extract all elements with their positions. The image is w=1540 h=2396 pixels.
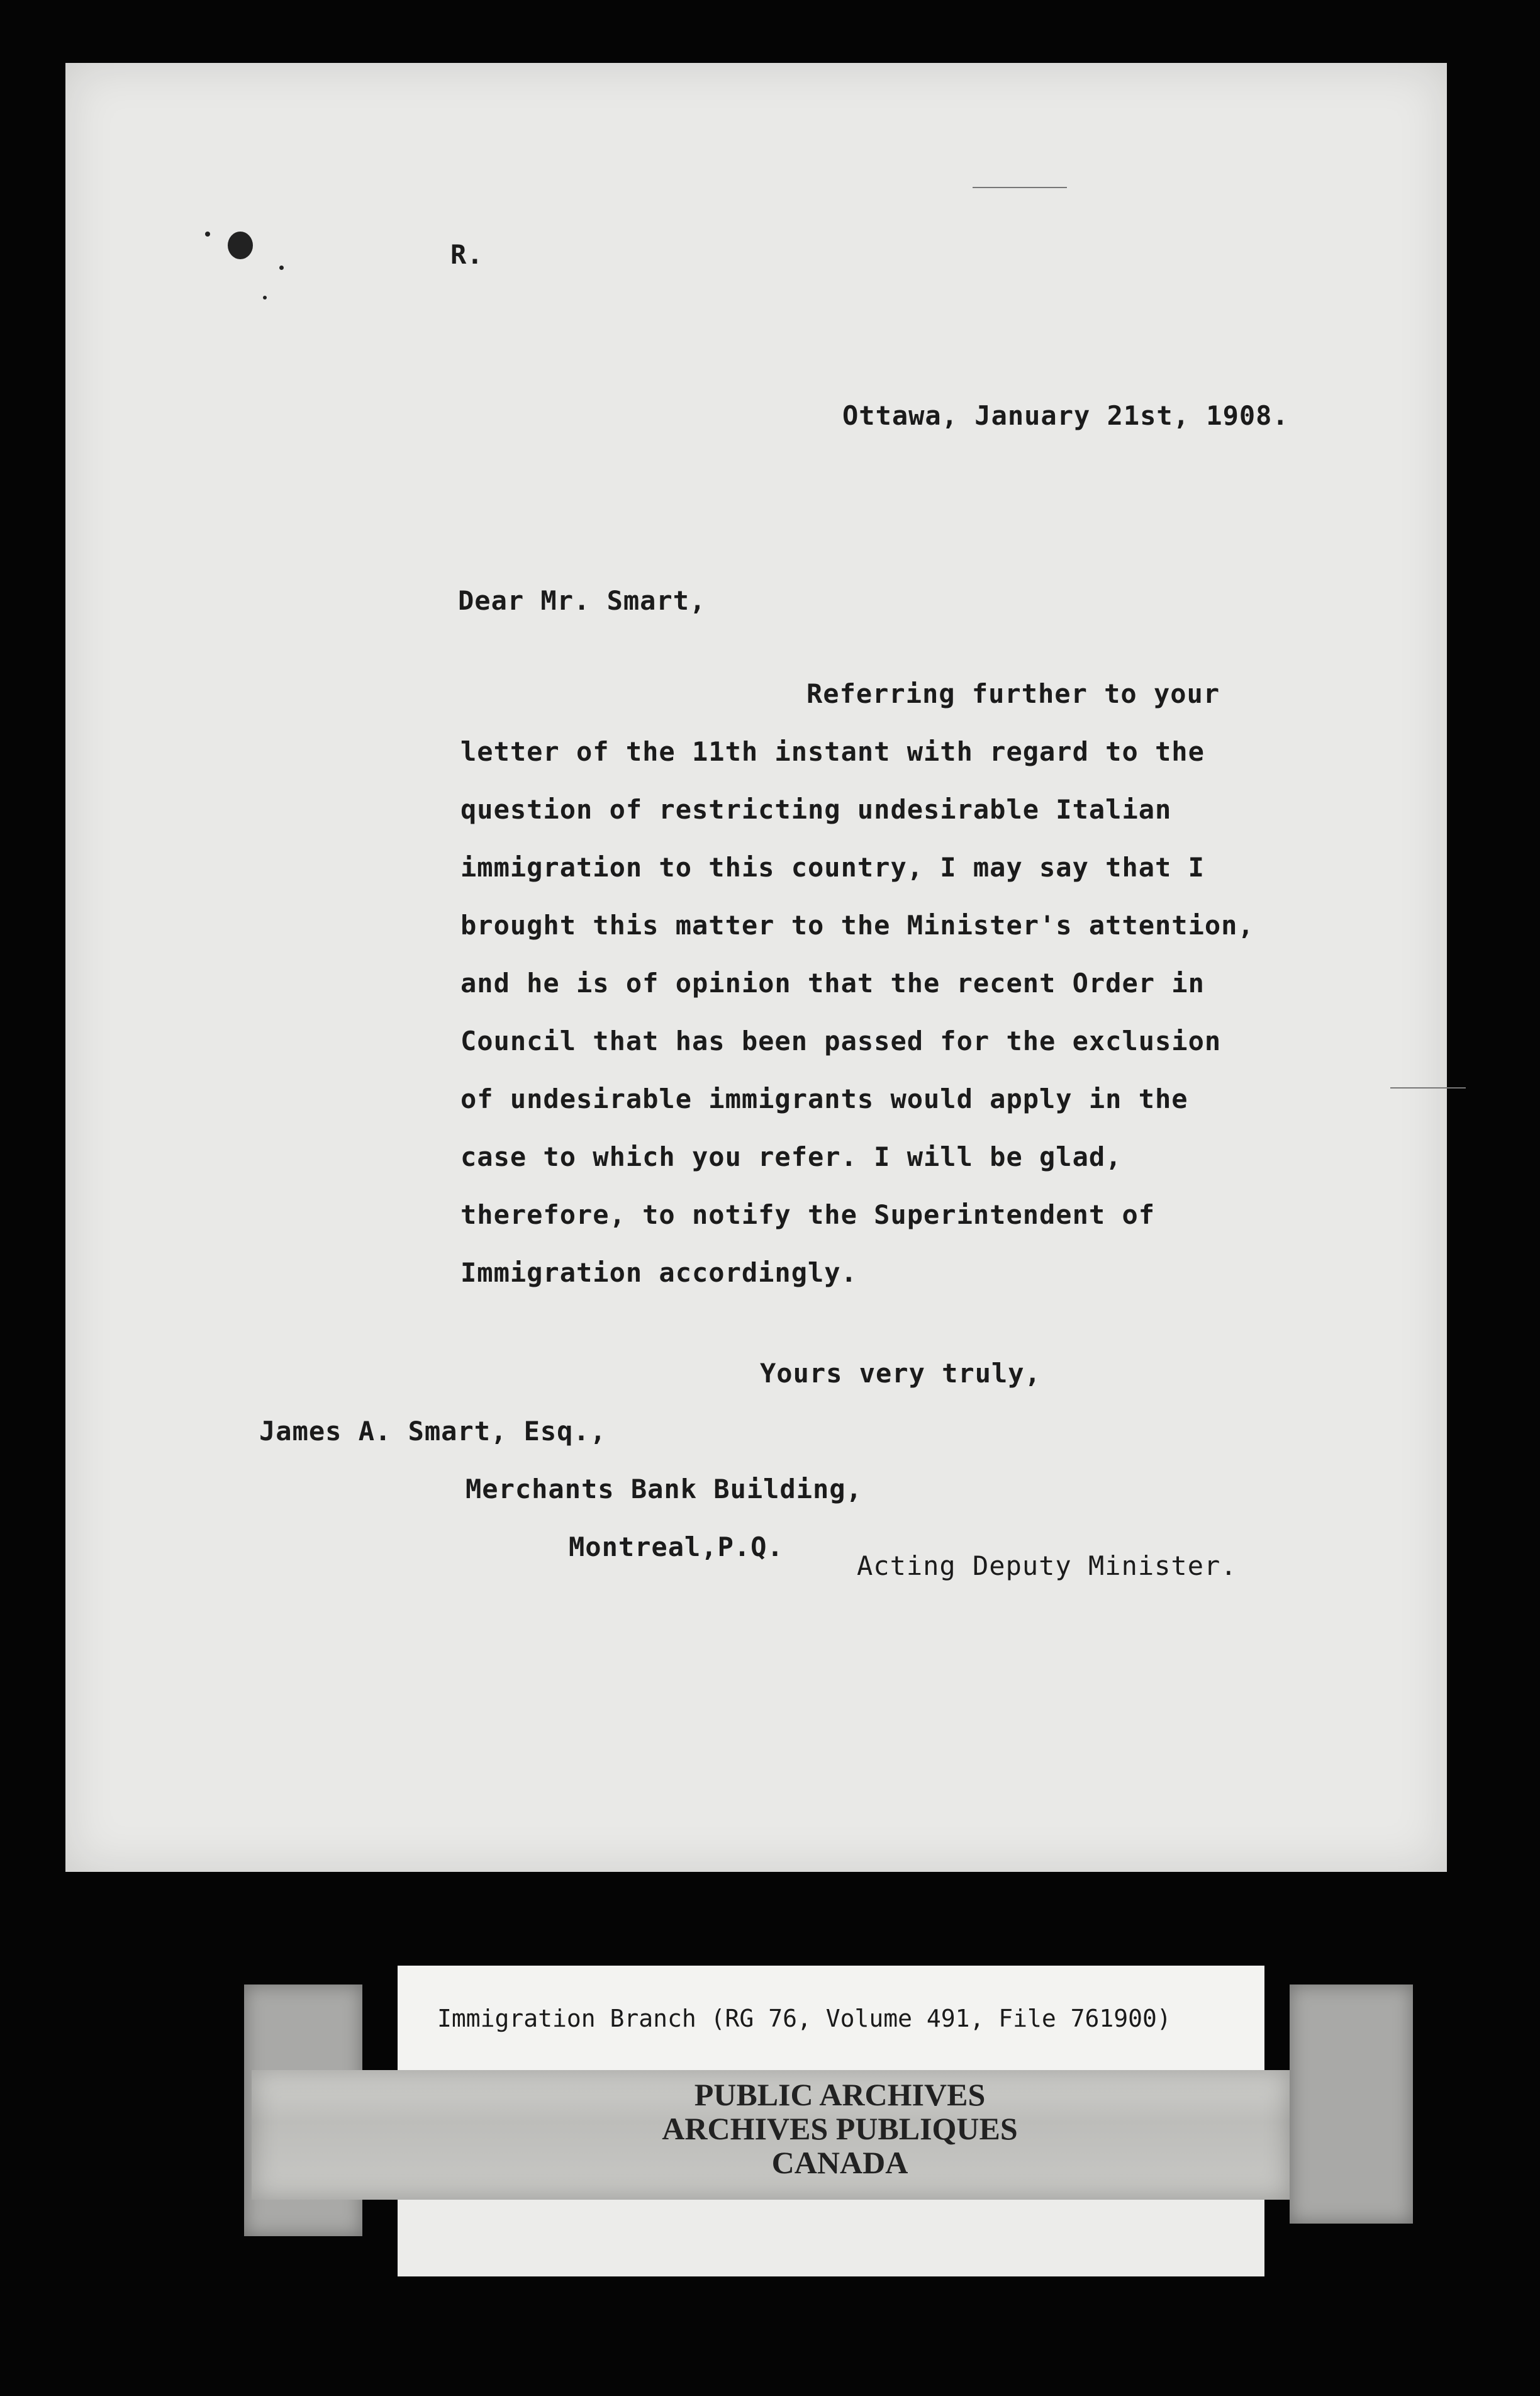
ink-speck [263, 296, 267, 300]
right-tab [1290, 1985, 1413, 2224]
ink-speck [279, 266, 284, 270]
source-label: Immigration Branch (RG 76, Volume 491, File 761900) [437, 2005, 1171, 2032]
addressee-city: Montreal,P.Q. [569, 1531, 784, 1562]
reference-mark: R. [450, 239, 484, 270]
signatory-title: Acting Deputy Minister. [857, 1550, 1237, 1581]
lower-label-card [398, 2197, 1264, 2276]
stamp-line: PUBLIC ARCHIVES [694, 2077, 986, 2112]
ink-blot [228, 232, 253, 259]
right-scratch [1390, 1087, 1466, 1089]
body-line: case to which you refer. I will be glad, [460, 1141, 1122, 1172]
body-line: Immigration accordingly. [460, 1257, 857, 1288]
stamp-line: ARCHIVES PUBLIQUES [662, 2111, 1018, 2146]
body-line: question of restricting undesirable Italian [460, 794, 1172, 825]
body-line: brought this matter to the Minister's attention, [460, 910, 1254, 941]
salutation: Dear Mr. Smart, [458, 585, 706, 616]
top-scratch [973, 187, 1067, 188]
archive-stamp [654, 2078, 1025, 2180]
body-line: immigration to this country, I may say that I [460, 852, 1205, 883]
body-line: of undesirable immigrants would apply in the [460, 1083, 1188, 1114]
closing: Yours very truly, [760, 1358, 1041, 1389]
letter-page [65, 63, 1447, 1872]
body-line: Referring further to your [806, 678, 1220, 709]
dateline: Ottawa, January 21st, 1908. [842, 400, 1289, 431]
body-line: therefore, to notify the Superintendent of [460, 1199, 1156, 1230]
body-line: letter of the 11th instant with regard to the [460, 736, 1205, 767]
addressee-name: James A. Smart, Esq., [259, 1416, 607, 1447]
body-line: Council that has been passed for the exclusion [460, 1026, 1222, 1056]
addressee-building: Merchants Bank Building, [466, 1474, 862, 1504]
ink-speck [205, 232, 210, 237]
body-line: and he is of opinion that the recent Order in [460, 968, 1205, 999]
stamp-line: CANADA [771, 2145, 908, 2180]
